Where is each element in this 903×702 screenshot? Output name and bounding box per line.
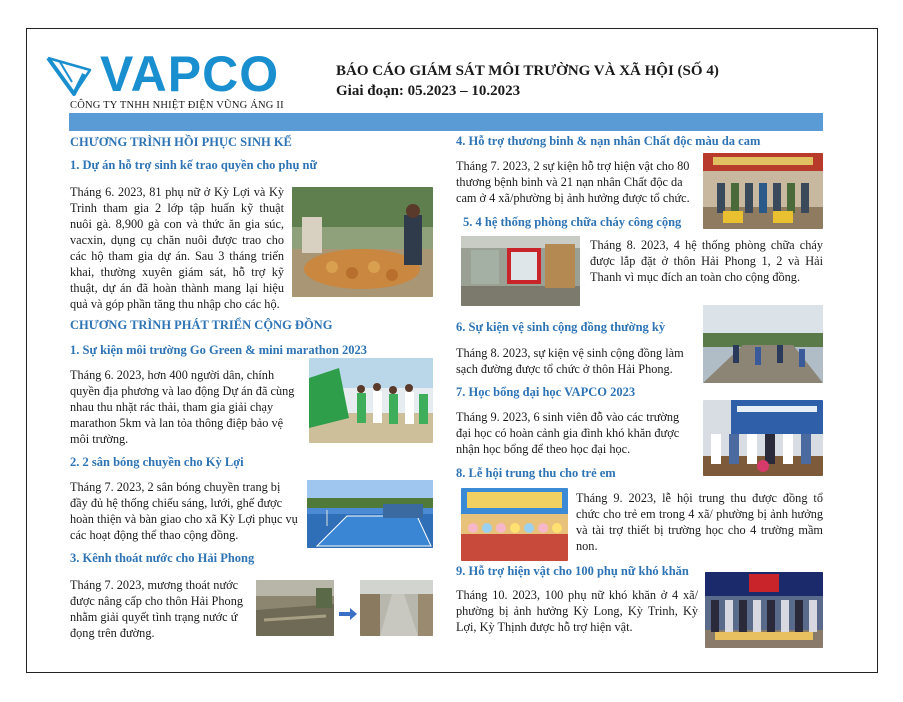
item-fire-system-heading: 5. 4 hệ thống phòng chữa cháy công cộng xyxy=(463,215,682,229)
item-go-green-text: Tháng 6. 2023, hơn 400 người dân, chính quyền địa phương và lao động Dự án đã cùng nhau thu nhặt rác thải, tham gia giải chạy marathon 5km và lan tỏa thông điệp bảo vệ môi trường. xyxy=(70,368,295,446)
item-drainage-heading: 3. Kênh thoát nước cho Hải Phong xyxy=(70,551,255,565)
item-women-gifts-heading: 9. Hỗ trợ hiện vật cho 100 phụ nữ khó khăn xyxy=(456,564,689,578)
photo-fire-system xyxy=(461,236,580,306)
report-period: Giai đoạn: 05.2023 – 10.2023 xyxy=(336,83,521,99)
section-community-title: CHƯƠNG TRÌNH PHÁT TRIỂN CỘNG ĐỒNG xyxy=(70,318,333,332)
item-women-empowerment-text: Tháng 6. 2023, 81 phụ nữ ở Kỳ Lợi và Kỳ Trinh tham gia 2 lớp tập huấn kỹ thuật nuôi gà. 8,900 gà con và thức ăn gia súc, vacxin, dụng cụ chăn nuôi được trao cho các hộ tham gia dự án. Sau 3 tháng triển khai, thường xuyên giám sát, hỗ trợ kỹ thuật, dự án đã hoàn thành mang lại hiệu quả và góp phần tăng thu nhập cho các hộ. xyxy=(70,185,284,311)
photo-volleyball-court xyxy=(307,480,433,548)
item-drainage-text: Tháng 7. 2023, mương thoát nước được nâng cấp cho thôn Hải Phong nhằm giải quyết tình trạng nước ứ đọng trên đường. xyxy=(70,578,243,640)
arrow-right-icon xyxy=(338,607,358,621)
item-veterans-text: Tháng 7. 2023, 2 sự kiện hỗ trợ hiện vật cho 80 thương bệnh binh và 21 nạn nhân Chất độc da cam ở 4 xã/phường bị ảnh hưởng được tổ chức. xyxy=(456,159,690,205)
item-cleanup-heading: 6. Sự kiện vệ sinh cộng đồng thường kỳ xyxy=(456,320,666,334)
item-women-gifts-text: Tháng 10. 2023, 100 phụ nữ khó khăn ở 4 xã/ phường bị ảnh hưởng Kỳ Long, Kỳ Trinh, Kỳ Lợi, Kỳ Thịnh được hỗ trợ hiện vật. xyxy=(456,588,698,634)
photo-women-gifts xyxy=(705,572,823,648)
item-volleyball-text: Tháng 7. 2023, 2 sân bóng chuyền trang bị đầy đủ hệ thống chiếu sáng, lưới, ghế được hoàn thiện và bàn giao cho xã Kỳ Lợi phục vụ các hoạt động thể thao cộng đồng. xyxy=(70,480,298,542)
photo-drainage-before xyxy=(256,580,334,636)
photo-chicken-farming xyxy=(292,187,433,297)
item-midautumn-text: Tháng 9. 2023, lễ hội trung thu được đồng tổ chức cho trẻ em trong 4 xã/ phường bị ảnh hưởng và tài trợ thiết bị trường học cho 4 trường mầm non. xyxy=(576,491,823,553)
photo-cleanup-event xyxy=(703,305,823,383)
photo-go-green-event xyxy=(309,358,433,443)
item-scholarship-text: Tháng 9. 2023, 6 sinh viên đỗ vào các trường đại học có hoàn cảnh gia đình khó khăn được nhận học bổng để theo học đại học. xyxy=(456,410,680,456)
item-women-empowerment-heading: 1. Dự án hỗ trợ sinh kế trao quyền cho phụ nữ xyxy=(70,158,317,172)
photo-drainage-after xyxy=(360,580,433,636)
brand-name: VAPCO xyxy=(100,46,280,102)
section-livelihood-title: CHƯƠNG TRÌNH HỒI PHỤC SINH KẾ xyxy=(70,135,292,149)
report-title: BÁO CÁO GIÁM SÁT MÔI TRƯỜNG VÀ XÃ HỘI (SỐ 4) xyxy=(336,63,719,79)
item-fire-system-text: Tháng 8. 2023, 4 hệ thống phòng chữa cháy được lắp đặt ở thôn Hải Phong 1, 2 và Hải Thanh vì mục đích an toàn cho cộng đồng. xyxy=(590,238,823,284)
item-go-green-heading: 1. Sự kiện môi trường Go Green & mini marathon 2023 xyxy=(70,343,368,357)
logo-mark-icon xyxy=(44,52,104,100)
header-divider-bar xyxy=(69,113,823,131)
company-name: CÔNG TY TNHH NHIỆT ĐIỆN VŨNG ÁNG II xyxy=(70,100,284,111)
photo-veterans-support xyxy=(703,153,823,229)
item-volleyball-heading: 2. 2 sân bóng chuyền cho Kỳ Lợi xyxy=(70,455,244,469)
item-midautumn-heading: 8. Lễ hội trung thu cho trẻ em xyxy=(456,466,616,480)
item-cleanup-text: Tháng 8. 2023, sự kiện vệ sinh cộng đồng làm sạch đường được tổ chức ở thôn Hải Phong. xyxy=(456,346,684,376)
item-veterans-heading: 4. Hỗ trợ thương binh & nạn nhân Chất độc màu da cam xyxy=(456,134,761,148)
item-scholarship-heading: 7. Học bổng đại học VAPCO 2023 xyxy=(456,385,636,399)
photo-scholarship xyxy=(703,400,823,476)
photo-midautumn xyxy=(461,488,568,561)
